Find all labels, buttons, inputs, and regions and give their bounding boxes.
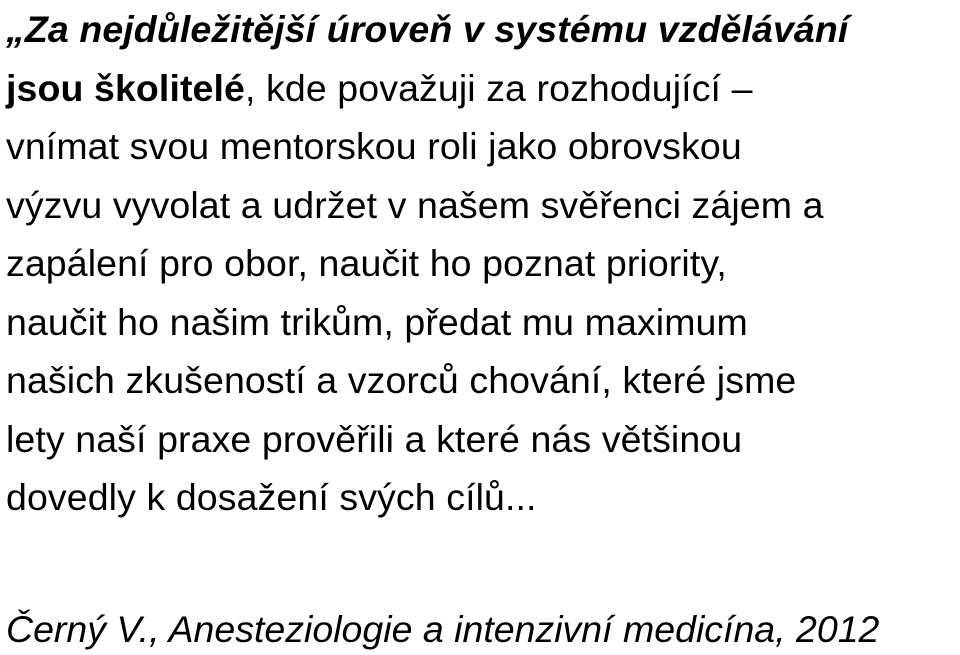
quote-line-1 bbox=[6, 0, 958, 59]
citation: Černý V., Anesteziologie a intenzivní medicína, 2012 bbox=[6, 608, 880, 650]
quote-line-2 bbox=[6, 59, 958, 118]
quote-line-6: naučit ho našim trikům, předat mu maximum bbox=[6, 300, 748, 343]
quote-line-5: zapálení pro obor, naučit ho poznat priority, bbox=[6, 242, 727, 284]
quote-emphasis: „Za nejdůležitější úroveň v systému vzdělávání bbox=[6, 8, 849, 50]
quote-block bbox=[6, 0, 958, 527]
quote-line-2-rest: , kde považuji za rozhodující – bbox=[244, 66, 753, 109]
quote-line-4: výzvu vyvolat a udržet v našem svěřenci zájem a bbox=[6, 183, 824, 226]
quote-bold-phrase: jsou školitelé bbox=[6, 66, 245, 109]
quote-line-7: našich zkušeností a vzorců chování, které jsme bbox=[6, 359, 797, 401]
quote-line-9: dovedly k dosažení svých cílů... bbox=[6, 476, 537, 518]
quote-line-3: vnímat svou mentorskou roli jako obrovskou bbox=[6, 125, 742, 167]
quote-line-8: lety naší praxe prověřili a které nás většinou bbox=[6, 417, 743, 460]
